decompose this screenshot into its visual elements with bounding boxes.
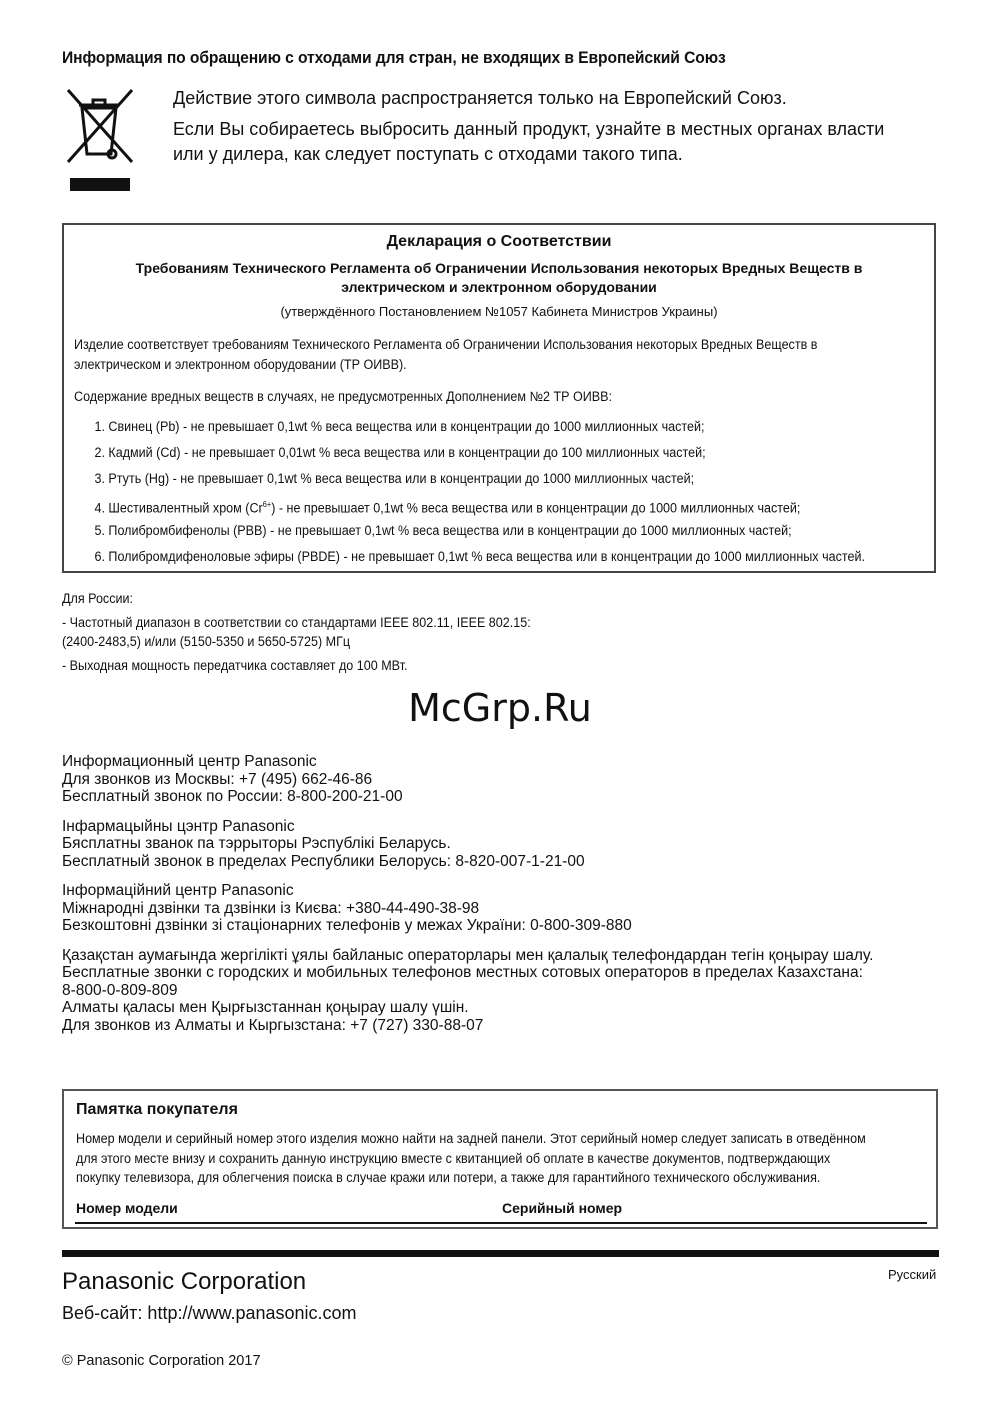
disposal-heading: Информация по обращению с отходами для стран, не входящих в Европейский Союз	[62, 48, 726, 67]
list-item	[94, 492, 903, 518]
russia-power: - Выходная мощность передатчика составляет до 100 МВт.	[62, 658, 408, 673]
disposal-text	[173, 86, 953, 173]
list-item: 2. Кадмий (Cd) - не превышает 0,01wt % веса вещества или в концентрации до 100 миллионных частей;	[94, 445, 706, 460]
website-link[interactable]: Веб-сайт: http://www.panasonic.com	[62, 1303, 357, 1323]
russia-frequency: - Частотный диапазон в соответствии со стандартами IEEE 802.11, IEEE 802.15: (2400-2483,5) и/или (5150-5350 и 5650-5725) МГц	[62, 615, 531, 649]
watermark: McGrp.Ru	[408, 686, 592, 730]
declaration-title: Декларация о Соответствии	[386, 233, 612, 250]
declaration-note: (утверждённого Постановлением №1057 Кабинета Министров Украины)	[280, 304, 718, 319]
disposal-para-2: Если Вы собираетесь выбросить данный продукт, узнайте в местных органах власти или у дилера, как следует поступать с отходами такого типа.	[173, 119, 885, 164]
footer-divider	[62, 1250, 939, 1257]
declaration-box	[62, 223, 936, 573]
buyer-memo-text: Номер модели и серийный номер этого изделия можно найти на задней панели. Этот серийный номер следует записать в отведённом для этого месте внизу и сохранить данную инструкцию вместе с квитанцией об оплате в качестве документов, подтверждающих покупку телевизора, для облегчения поиска в случае кражи или потери, а также для гарантийного технического обслуживания.	[76, 1131, 866, 1185]
superscript: 6+	[262, 500, 272, 509]
substances-list	[74, 414, 904, 570]
language-label: Русский	[888, 1267, 937, 1282]
contact-ukraine: Інформаційний центр Panasonic Міжнародні дзвінки та дзвінки із Києва: +380-44-490-38-98 Безкоштовні дзвінки зі стаціонарних телефонів у межах України: 0-800-309-880	[62, 882, 632, 934]
crossed-out-wheelie-bin-icon	[66, 88, 134, 192]
buyer-memo-title: Памятка покупателя	[76, 1101, 238, 1118]
declaration-para-2: Содержание вредных веществ в случаях, не предусмотренных Дополнением №2 ТР ОИВВ:	[74, 389, 613, 404]
contact-centers	[62, 753, 962, 1046]
russia-section	[62, 589, 531, 680]
list-item: 5. Полибромбифенолы (PBB) - не превышает 0,1wt % веса вещества или в концентрации до 1000 миллионных частей;	[94, 523, 792, 538]
contact-belarus: Інфармацыйны цэнтр Panasonic Бясплатны званок па тэррыторы Рэспублікі Беларусь. Бесплатный звонок в пределах Республики Белорусь: 8-820-007-1-21-00	[62, 817, 585, 870]
contact-kazakhstan: Қазақстан аумағында жергілікті ұялы байланыс операторлары мен қалалық телефондардан тегін қоңырау шалу. Бесплатные звонки с городских и мобильных телефонов местных сотовых операторов в пределах Казахстана: 8-800-0-809-809 Алматы қаласы мен Қырғызстаннан қоңырау шалу үшін. Для звонков из Алматы и Кыргызстана: +7 (727) 330-88-07	[62, 946, 874, 1034]
list-item: 1. Свинец (Pb) - не превышает 0,1wt % веса вещества или в концентрации до 1000 миллионных частей;	[94, 419, 705, 434]
list-item: 3. Ртуть (Hg) - не превышает 0,1wt % веса вещества или в концентрации до 1000 миллионных частей;	[94, 471, 695, 486]
contact-russia: Информационный центр Panasonic Для звонков из Москвы: +7 (495) 662-46-86 Бесплатный звонок по России: 8-800-200-21-00	[62, 753, 403, 805]
list-item: 6. Полибромдифеноловые эфиры (PBDE) - не превышает 0,1wt % веса вещества или в концентрации до 1000 миллионных частей.	[94, 549, 865, 564]
model-number-label: Номер модели	[76, 1200, 178, 1216]
declaration-subtitle: Требованиям Технического Регламента об Ограничении Использования некоторых Вредных Веществ в электрическом и электронном оборудовании	[135, 260, 863, 295]
copyright: © Panasonic Corporation 2017	[62, 1353, 261, 1369]
disposal-para-1: Действие этого символа распространяется только на Европейский Союз.	[173, 88, 787, 108]
buyer-memo-box	[62, 1089, 938, 1229]
serial-number-label: Серийный номер	[502, 1200, 623, 1216]
list-item-text-rest: ) - не превышает 0,1wt % веса вещества или в концентрации до 1000 миллионных частей;	[271, 500, 801, 516]
declaration-para-1: Изделие соответствует требованиям Технического Регламента об Ограничении Использования некоторых Вредных Веществ в электрическом и электронном оборудовании (ТР ОИВВ).	[74, 337, 818, 372]
russia-heading: Для России:	[62, 591, 133, 606]
write-in-line	[75, 1222, 927, 1224]
list-item-text: 4. Шестивалентный хром (Cr	[94, 500, 263, 516]
corporation-name: Panasonic Corporation	[62, 1268, 307, 1295]
